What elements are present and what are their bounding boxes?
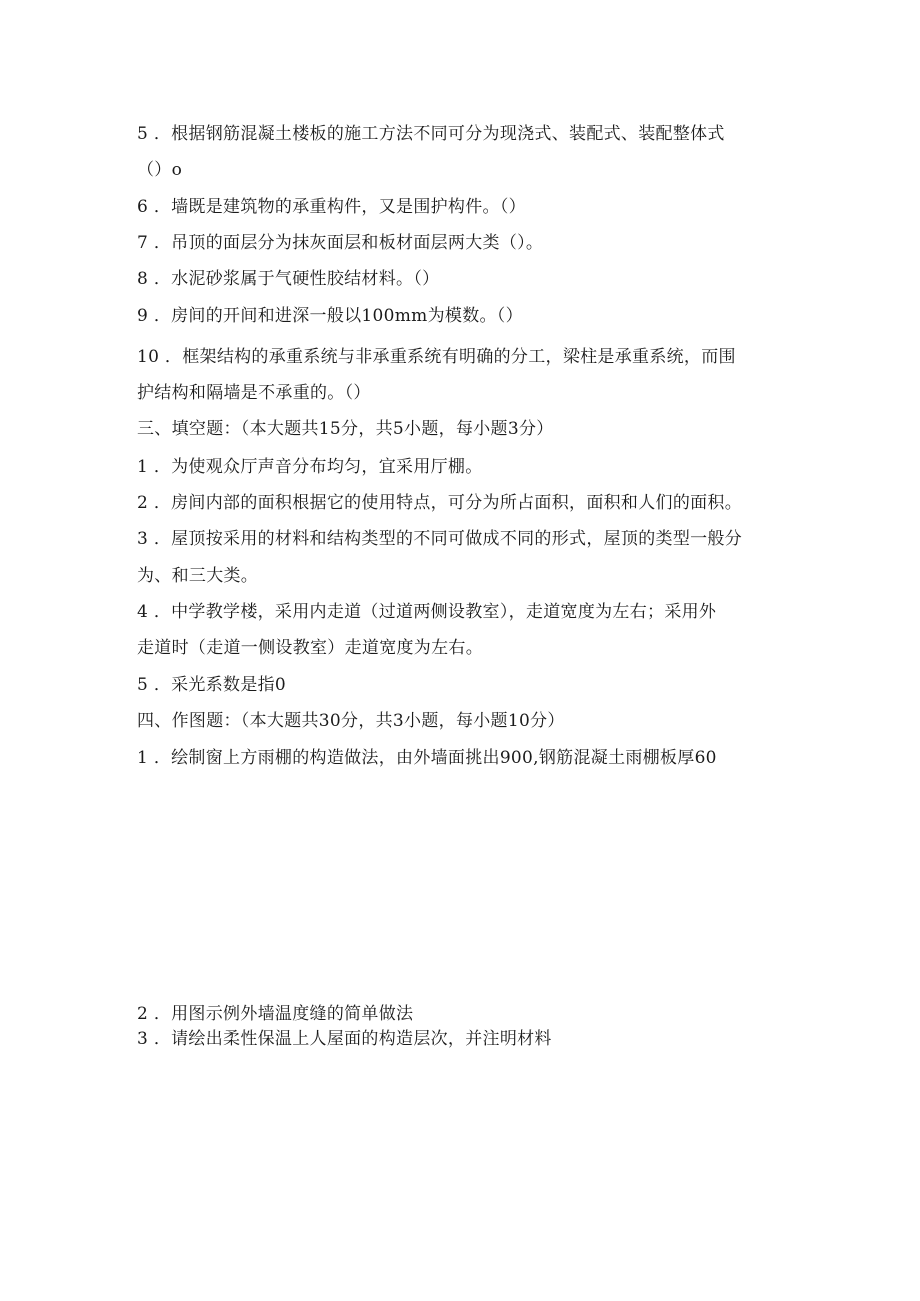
judgment-q10-line1: 10 ．框架结构的承重系统与非承重系统有明确的分工，梁柱是承重系统，而围 bbox=[137, 347, 736, 367]
fill-blank-q3-line2: 为、和三大类。 bbox=[137, 566, 259, 586]
judgment-q8: 8 ．水泥砂浆属于气硬性胶结材料。（） bbox=[137, 269, 440, 289]
judgment-q6: 6 ．墙既是建筑物的承重构件，又是围护构件。（） bbox=[137, 197, 526, 217]
fill-blank-q4-line1: 4 ．中学教学楼，采用内走道（过道两侧设教室），走道宽度为左右；采用外 bbox=[137, 602, 717, 622]
drawing-heading: 四、作图题：（本大题共30分，共3小题，每小题10分） bbox=[137, 711, 565, 731]
fill-blank-q5: 5 ．采光系数是指0 bbox=[137, 675, 287, 695]
fill-blank-q1: 1 ．为使观众厅声音分布均匀，宜采用厅棚。 bbox=[137, 457, 483, 477]
judgment-q9: 9 ．房间的开间和进深一般以100mm为模数。（） bbox=[137, 306, 523, 326]
drawing-q3: 3 ．请绘出柔性保温上人屋面的构造层次，并注明材料 bbox=[137, 1029, 552, 1049]
fill-blank-q3-line1: 3 ．屋顶按采用的材料和结构类型的不同可做成不同的形式，屋顶的类型一般分 bbox=[137, 529, 743, 549]
judgment-q5-line2: （）o bbox=[137, 160, 183, 180]
drawing-q2: 2 ．用图示例外墙温度缝的简单做法 bbox=[137, 1004, 414, 1024]
fill-blank-q2: 2 ．房间内部的面积根据它的使用特点，可分为所占面积，面积和人们的面积。 bbox=[137, 493, 743, 513]
fill-blank-q4-line2: 走道时（走道一侧设教室）走道宽度为左右。 bbox=[137, 638, 483, 658]
judgment-q5-line1: 5 ．根据钢筋混凝土楼板的施工方法不同可分为现浇式、装配式、装配整体式 bbox=[137, 124, 725, 144]
judgment-q7: 7 ．吊顶的面层分为抹灰面层和板材面层两大类（）。 bbox=[137, 233, 544, 253]
judgment-q10-line2: 护结构和隔墙是不承重的。（） bbox=[137, 383, 371, 403]
fill-blank-heading: 三、填空题：（本大题共15分，共5小题，每小题3分） bbox=[137, 419, 554, 439]
drawing-q1: 1 ．绘制窗上方雨棚的构造做法，由外墙面挑出900,钢筋混凝土雨棚板厚60 bbox=[137, 748, 717, 768]
